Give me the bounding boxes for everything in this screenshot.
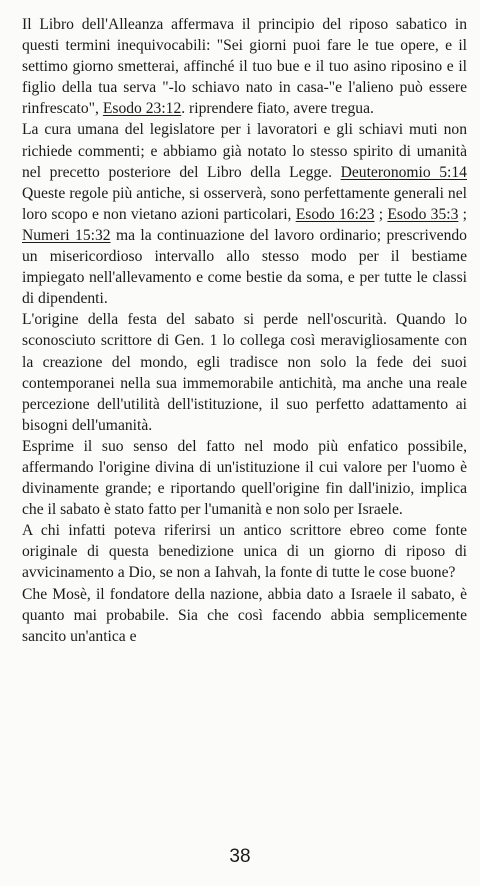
paragraph — [22, 520, 467, 583]
paragraph — [22, 309, 467, 436]
paragraph — [22, 584, 467, 647]
paragraph-text: . riprendere fiato, avere tregua. — [181, 100, 374, 118]
paragraph-text: A chi infatti poteva riferirsi un antico scrittore ebreo come fonte originale di questa benedizione unica di un giorno di riposo di avvicinamento a Dio, se non a Iahvah, la fonte di tutte le cose buone? — [22, 522, 467, 582]
paragraph-text: L'origine della festa del sabato si perde nell'oscurità. Quando lo sconosciuto scrittore di Gen. 1 lo collega così meravigliosamente con la creazione del mondo, egli tradisce non solo la fede dei suoi contemporanei nella sua immemorabile antichità, ma anche una reale percezione dell'utilità dell'istituzione, il suo perfetto adattamento ai bisogni dell'umanità. — [22, 311, 467, 434]
paragraph — [22, 436, 467, 520]
paragraph — [22, 14, 467, 119]
scripture-reference-link[interactable]: Esodo 23:12 — [102, 100, 182, 118]
paragraph-text: ; — [458, 205, 467, 223]
paragraph — [22, 119, 467, 309]
scripture-reference-link[interactable]: Esodo 35:3 — [387, 205, 459, 223]
scripture-reference-link[interactable]: Numeri 15:32 — [22, 226, 111, 244]
page-number: 38 — [229, 846, 251, 867]
scripture-reference-link[interactable]: Esodo 16:23 — [295, 205, 375, 223]
paragraph-text: ; — [374, 205, 388, 223]
paragraph-text: Il Libro dell'Alleanza affermava il principio del riposo sabatico in questi termini inequivocabili: "Sei giorni puoi fare le tue opere, e il settimo giorno smetterai, affinché il tuo bue e il tuo asino riposino e il figlio della tua serva "-lo schiavo nato in casa-"e l'alieno può essere rinfrescato", — [22, 16, 467, 118]
page-text — [22, 14, 467, 647]
paragraph-text: Queste regole più antiche, si osserverà, sono perfettamente generali nel loro scopo e non vietano azioni particolari, — [22, 184, 467, 223]
paragraph-text: ma la continuazione del lavoro ordinario; prescrivendo un misericordioso intervallo allo stesso modo per il bestiame impiegato nell'allevamento e come bestie da soma, e per tutte le classi di dipendenti. — [22, 226, 467, 308]
paragraph-text: Esprime il suo senso del fatto nel modo più enfatico possibile, affermando l'origine divina di un'istituzione il cui valore per l'uomo è divinamente grande; e riportando quell'origine fin dall'inizio, implica che il sabato è stato fatto per l'umanità e non solo per Israele. — [22, 437, 467, 519]
scripture-reference-link[interactable]: Deuteronomio 5:14 — [340, 163, 467, 181]
paragraph-text: La cura umana del legislatore per i lavoratori e gli schiavi muti non richiede commenti; e abbiamo già notato lo stesso spirito di umanità nel precetto posteriore del Libro della Legge. — [22, 121, 467, 181]
paragraph-text: Che Mosè, il fondatore della nazione, abbia dato a Israele il sabato, è quanto mai probabile. Sia che così facendo abbia semplicemente sancito un'antica e — [22, 585, 467, 645]
